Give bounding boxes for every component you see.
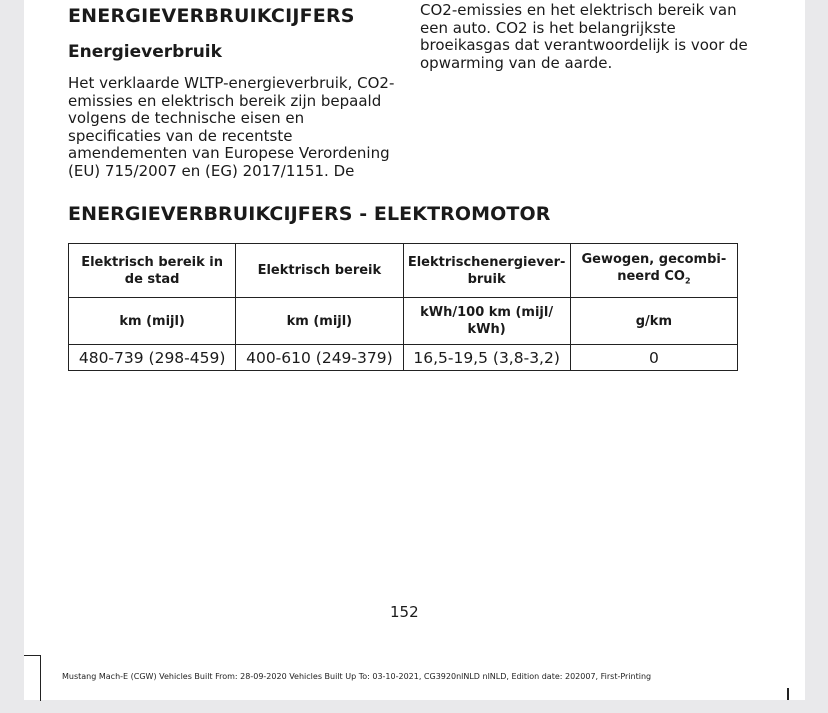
table-unit-cell: g/km (570, 298, 737, 345)
co2-header-text: Gewogen, gecombineerd CO (581, 252, 727, 285)
table-header-cell (570, 244, 737, 298)
table-value-cell: 16,5-19,5 (3,8-3,2) (403, 345, 570, 371)
table-value-cell: 400-610 (249-379) (236, 345, 403, 371)
section-title: ENERGIEVERBRUIKCIJFERS - ELEKTROMOTOR (68, 203, 551, 225)
table-unit-cell: km (mijl) (69, 298, 236, 345)
table-value-cell: 0 (570, 345, 737, 371)
section-subtitle: Energieverbruik (68, 42, 222, 62)
table-header-row (69, 244, 738, 298)
table-unit-cell: kWh/100 km (mijl/ kWh) (403, 298, 570, 345)
page-title: ENERGIEVERBRUIKCIJFERS (68, 5, 355, 27)
table-header-cell: Elektrischenergieverbruik (403, 244, 570, 298)
table-header-cell: Elektrisch bereik (236, 244, 403, 298)
body-paragraph-left: Het verklaarde WLTP-energieverbruik, CO2-emissies en elektrisch bereik zijn bepaald volgens de technische eisen en specificaties van de recentste amendementen van Europese Verordening (EU) 715/2007 en (EG) 2017/1151. De (68, 74, 395, 180)
table-value-cell: 480-739 (298-459) (69, 345, 236, 371)
table-header-cell: Elektrisch bereik in de stad (69, 244, 236, 298)
crop-mark-left (24, 655, 41, 701)
table-values-row (69, 345, 738, 371)
body-paragraph-right: CO2-emissies en het elektrisch bereik van een auto. CO2 is het belangrijkste broeikasgas dat verantwoordelijk is voor de opwarming van de aarde. (420, 1, 748, 72)
table-units-row (69, 298, 738, 345)
co2-subscript: 2 (684, 276, 691, 286)
page-footer: Mustang Mach-E (CGW) Vehicles Built From: 28-09-2020 Vehicles Built Up To: 03-10-2021, CG3920nlNLD nlNLD, Edition date: 202007, First-Printing (62, 672, 652, 681)
viewer-bottom-margin (0, 700, 828, 713)
table-unit-cell: km (mijl) (236, 298, 403, 345)
energy-consumption-table (68, 243, 738, 371)
crop-mark-right (787, 688, 789, 700)
page-number: 152 (390, 603, 419, 621)
